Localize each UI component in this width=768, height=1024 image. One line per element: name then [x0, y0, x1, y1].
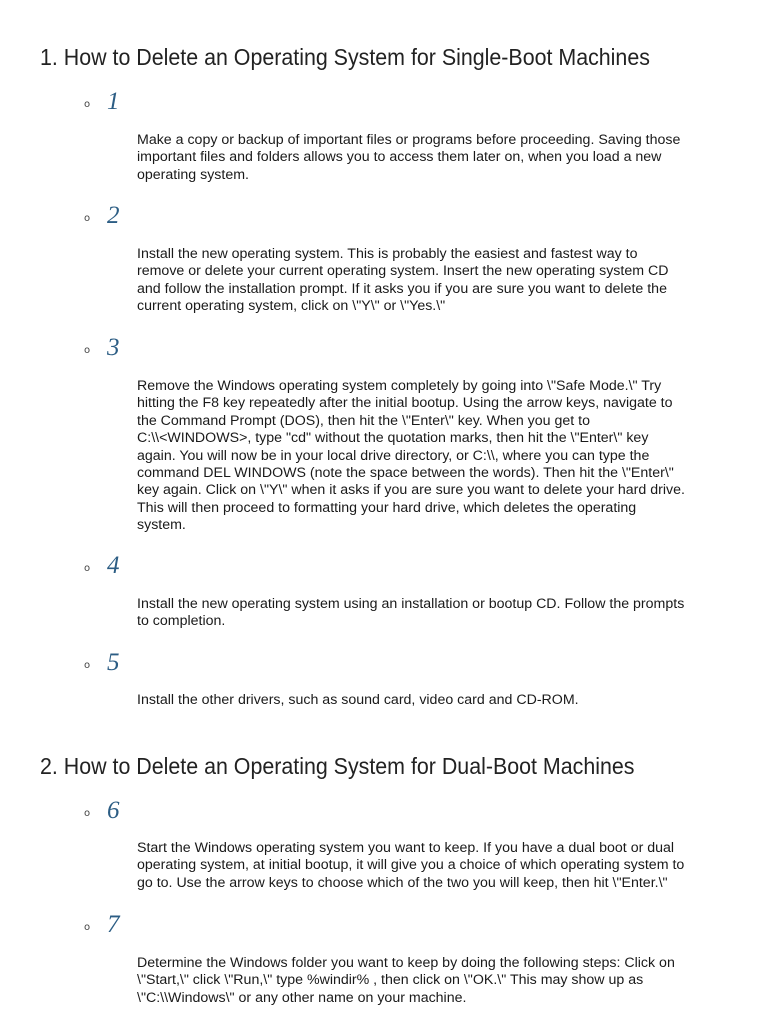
step-number-6: 6	[107, 797, 120, 824]
step-bullet: o	[84, 922, 91, 933]
step-bullet: o	[84, 99, 91, 110]
step-number-2: 2	[107, 202, 120, 229]
step-bullet: o	[84, 660, 91, 671]
step-text-3: Remove the Windows operating system completely by going into \"Safe Mode.\" Try hitting the F8 key repeatedly after the initial bootup. Using the arrow keys, navigate to the Command Prompt (DOS), then hit the \"Enter\" key. When you get to C:\\<WINDOWS>, type "cd" without the quotation marks, then hit the \"Enter\" key again. You will now be in your local drive directory, or C:\\, where you can type the command DEL WINDOWS (note the space between the words). Then hit the \"Enter\" key again. Click on \"Y\" when it asks if you are sure you want to delete your hard drive. This will then proceed to formatting your hard drive, which deletes the operating system.	[137, 378, 685, 534]
step-bullet: o	[84, 808, 91, 819]
step-number-7: 7	[107, 911, 120, 938]
step-bullet: o	[84, 563, 91, 574]
step-bullet: o	[84, 345, 91, 356]
step-bullet: o	[84, 213, 91, 224]
step-number-1: 1	[107, 88, 120, 115]
step-number-3: 3	[107, 334, 120, 361]
step-text-5: Install the other drivers, such as sound card, video card and CD-ROM.	[137, 692, 579, 708]
step-number-5: 5	[107, 649, 120, 676]
step-text-4: Install the new operating system using an installation or bootup CD. Follow the prompts to completion.	[137, 596, 685, 630]
step-text-7: Determine the Windows folder you want to keep by doing the following steps: Click on \"Start,\" click \"Run,\" type %windir% , then click on \"OK.\" This may show up as \"C:\\Windows\" or any other name on your machine.	[137, 955, 675, 1006]
step-text-6: Start the Windows operating system you want to keep. If you have a dual boot or dual operating system, at initial bootup, it will give you a choice of which operating system to go to. Use the arrow keys to choose which of the two you will keep, then hit \"Enter.\"	[137, 840, 685, 891]
section-heading-single-boot: 1. How to Delete an Operating System for Single-Boot Machines	[40, 44, 650, 70]
step-number-4: 4	[107, 552, 120, 579]
step-text-1: Make a copy or backup of important files or programs before proceeding. Saving those important files and folders allows you to access them later on, when you load a new operating system.	[137, 132, 681, 183]
step-text-2: Install the new operating system. This is probably the easiest and fastest way to remove or delete your current operating system. Insert the new operating system CD and follow the installation prompt. If it asks you if you are sure you want to delete the current operating system, click on \"Y\" or \"Yes.\"	[137, 246, 669, 315]
section-heading-dual-boot: 2. How to Delete an Operating System for Dual-Boot Machines	[40, 753, 635, 779]
